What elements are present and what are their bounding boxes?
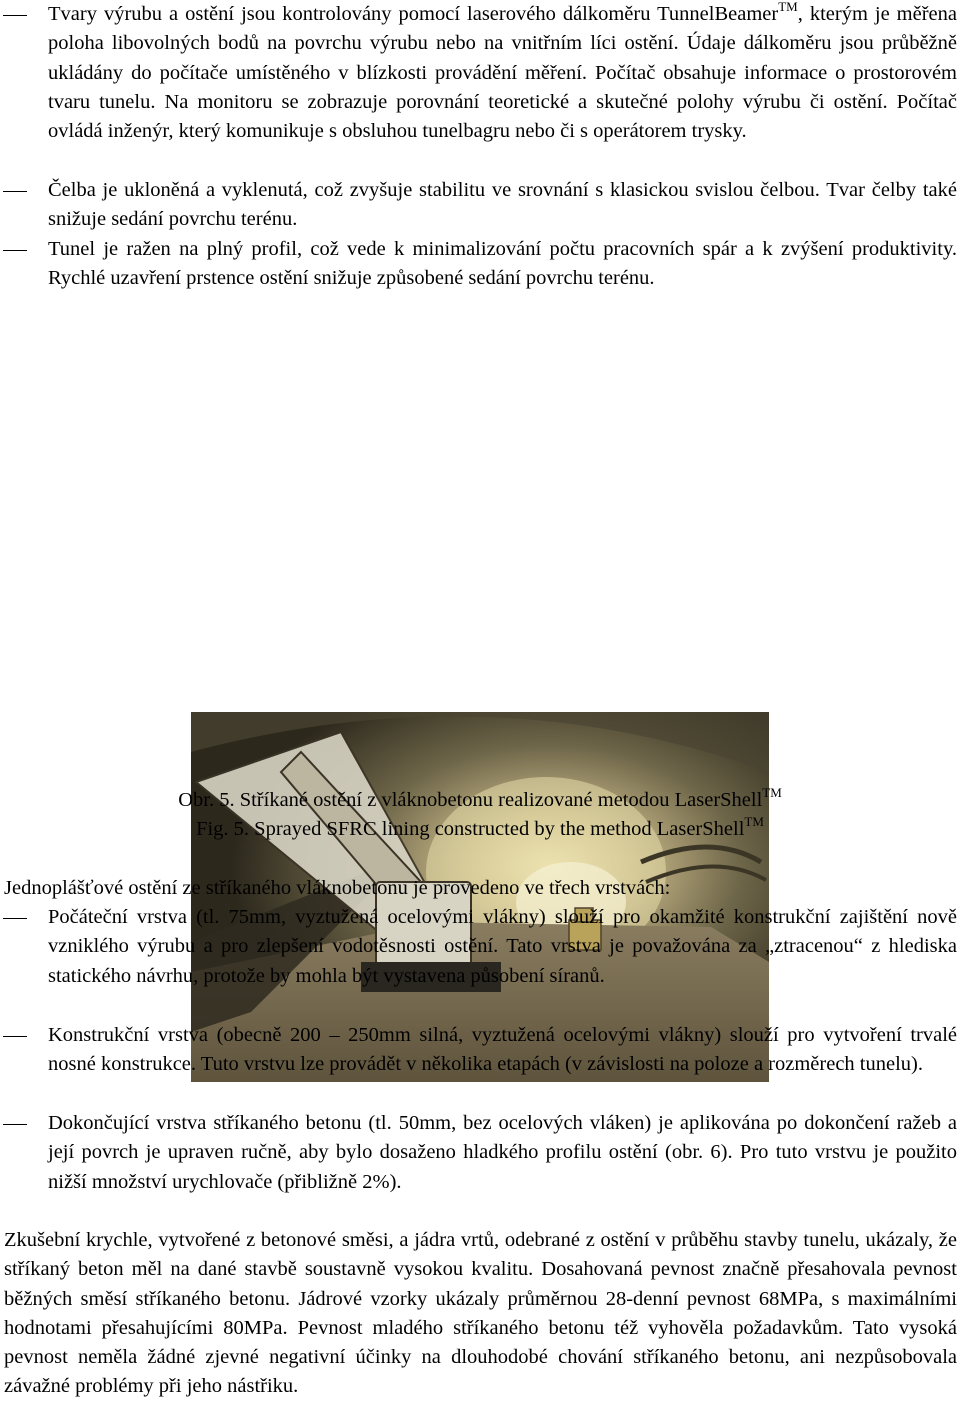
list-item [0,0,957,146]
list-item-text: Počáteční vrstva (tl. 75mm, vyztužená ocelovými vlákny) slouží pro okamžité konstrukční zajištění nově vzniklého výrubu a pro zlepšení vodotěsnosti ostění. Tato vrstva je považována za „ztracenou“ z hlediska statického návrhu, protože by mohla být vystavena působení síranů. [48,906,957,987]
list-item [0,903,957,991]
list-item-text: Čelba je ukloněná a vyklenutá, což zvyšuje stabilitu ve srovnání s klasickou svislou čelbou. Tvar čelby také snižuje sedání povrchu terénu. [48,179,957,231]
list-item-text: Konstrukční vrstva (obecně 200 – 250mm silná, vyztužená ocelovými vlákny) slouží pro vytvoření trvalé nosné konstrukce. Tuto vrstvu lze provádět v několika etapách (v závislosti na poloze a rozměrech tunelu). [48,1024,957,1076]
list-item-text: Tvary výrubu a ostění jsou kontrolovány pomocí laserového dálkoměru TunnelBeamer™, kterým je měřena poloha libovolných bodů na povrchu výrubu nebo na vnitřním líci ostění. Údaje dálkoměru jsou průběžně ukládány do počítače umístěného v blízkosti provádění měření. Počítač obsahuje informace o prostorovém tvaru tunelu. Na monitoru se zobrazuje porovnání teoretické a skutečné polohy výrubu či ostění. Počítač ovládá inženýr, který komunikuje s obsluhou tunelbagru nebo či s operátorem trysky. [48,0,957,143]
list-item-text: Tunel je ražen na plný profil, což vede k minimalizování počtu pracovních spár a k zvýšení produktivity. Rychlé uzavření prstence ostění snižuje způsobené sedání povrchu terénu. [48,238,957,290]
list-item [0,176,957,235]
list-item-text: Dokončující vrstva stříkaného betonu (tl. 50mm, bez ocelových vláken) je aplikována po dokončení ražeb a její povrch je upraven ručně, aby bylo dosaženo hladkého profilu ostění (obr. 6). Pro tuto vrstvu je použito nižší množství urychlovače (přibližně 2%). [48,1112,957,1193]
body-paragraph: Zkušební krychle, vytvořené z betonové směsi, a jádra vrtů, odebrané z ostění v průběhu stavby tunelu, ukázaly, že stříkaný beton měl na dané stavbě soustavně vysokou kvalitu. Dosahovaná pevnost značně přesahovala pevnost běžných směsí stříkaného betonu. Jádrové vzorky ukázaly průměrnou 28-denní pevnost 68MPa, s maximálními hodnotami přesahujícími 80MPa. Pevnost mladého stříkaného betonu též vyhověla požadavkům. Tato vysoká pevnost neměla žádné zjevné negativní účinky na dlouhodobé chování stříkaného betonu, ani nezpůsobovala závažné problémy při jeho nástřiku. [4,1229,957,1398]
figure-caption-en: Fig. 5. Sprayed SFRC lining constructed by the method LaserShell™ [196,814,764,840]
figure-caption-cz: Obr. 5. Stříkané ostění z vláknobetonu realizované metodou LaserShell™ [178,785,782,811]
list-item [0,235,957,294]
list-item [0,1021,957,1080]
list-item [0,1109,957,1197]
lining-intro: Jednoplášťové ostění ze stříkaného vláknobetonu je provedeno ve třech vrstvách: [4,877,671,899]
